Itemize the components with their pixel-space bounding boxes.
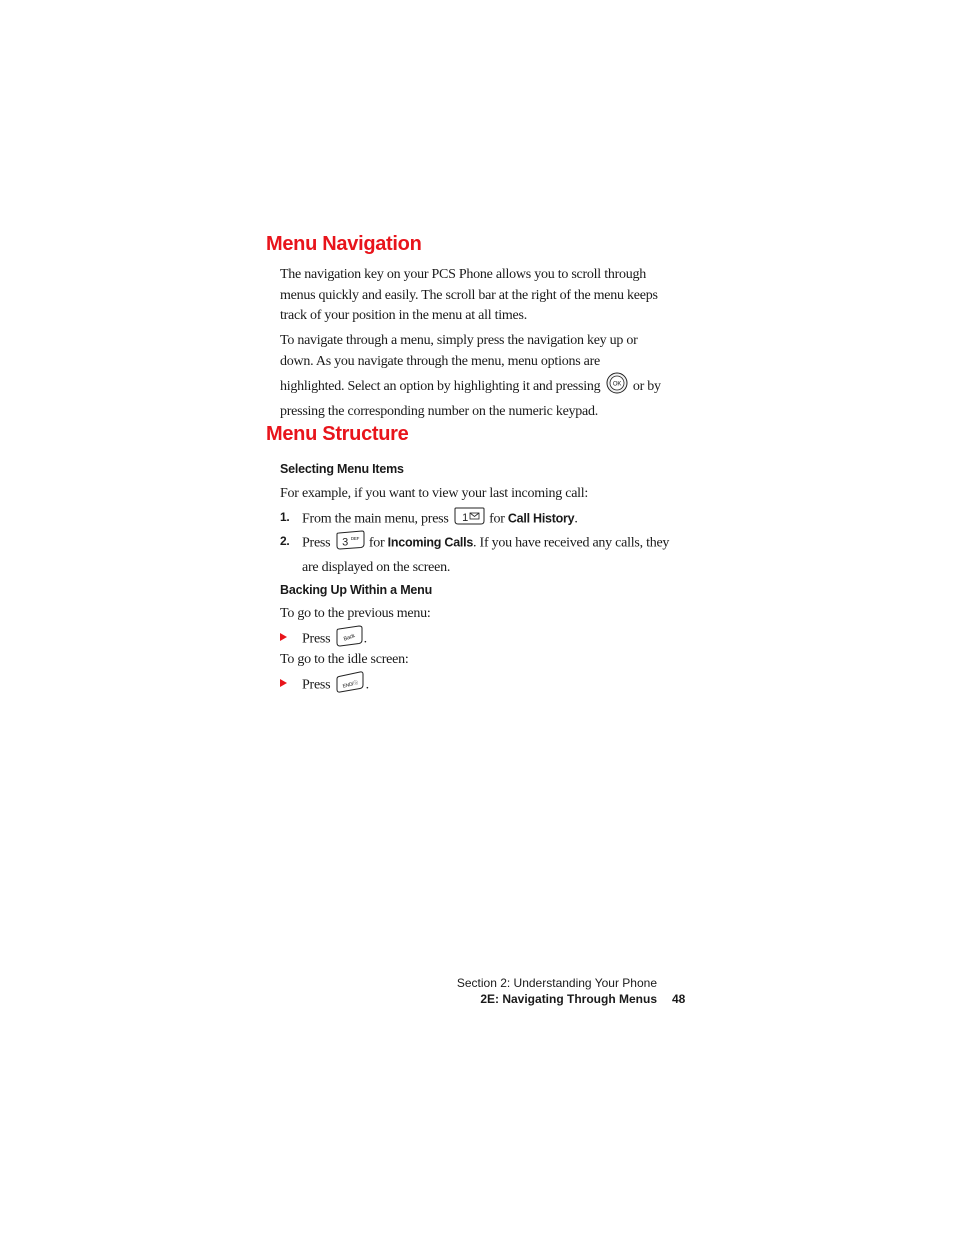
key-1-icon <box>452 506 486 533</box>
step-2-line2: are displayed on the screen. <box>302 560 451 575</box>
heading-menu-structure: Menu Structure <box>266 423 409 445</box>
incoming-calls-label: Incoming Calls <box>387 535 474 550</box>
step-2-after: . If you have received any calls, they <box>473 535 670 551</box>
heading-menu-navigation: Menu Navigation <box>266 233 422 255</box>
step-2-number: 2. <box>280 534 290 548</box>
step-2-text: Press <box>302 535 331 551</box>
key-3-icon <box>334 530 366 557</box>
svg-text:1: 1 <box>461 512 468 524</box>
select-option-text: Select an option by highlighting it and pressing <box>347 378 601 394</box>
footer-chapter-label <box>480 992 657 1006</box>
step-1-text: From the main menu, press <box>302 511 449 527</box>
footer-section-label: Section 2: Understanding Your Phone <box>456 976 657 990</box>
select-option-after: or by pressing the <box>280 378 661 419</box>
bullet-end-press: Press <box>302 677 331 693</box>
bullet-end-after: . <box>365 677 369 693</box>
step-1-for: for <box>489 511 505 527</box>
idle-screen-intro: To go to the idle screen: <box>280 652 409 667</box>
svg-text:END/ⓞ: END/ⓞ <box>341 680 359 690</box>
subheading-backing-up: Backing Up Within a Menu <box>280 583 433 597</box>
bullet-arrow-icon <box>280 679 287 687</box>
bullet-back-after: . <box>363 631 367 647</box>
svg-text:Back: Back <box>342 633 356 643</box>
ok-key-icon <box>604 372 630 402</box>
paragraph-navigate-menu <box>280 331 665 422</box>
footer-chapter-text: 2E: Navigating Through Menus <box>480 992 657 1006</box>
svg-text:3: 3 <box>341 536 348 549</box>
bullet-arrow-icon <box>280 633 287 641</box>
step-2 <box>280 530 670 578</box>
corresponding-number-text: corresponding number on the numeric keypad. <box>347 403 599 419</box>
step-1-after: . <box>574 511 578 527</box>
page-number: 48 <box>672 992 686 1006</box>
svg-text:OK: OK <box>612 381 621 388</box>
step-2-for: for <box>368 535 385 551</box>
paragraph-navigate-text: To navigate through a menu, simply press the navigation key up or down. As you navigate through the menu, menu options are highlighted. <box>280 333 638 394</box>
svg-text:DEF: DEF <box>350 536 359 541</box>
end-key-icon <box>334 671 366 700</box>
subheading-selecting-menu-items: Selecting Menu Items <box>280 462 404 476</box>
call-history-label: Call History <box>507 511 575 526</box>
previous-menu-intro: To go to the previous menu: <box>280 606 431 621</box>
step-1-number: 1. <box>280 510 290 524</box>
paragraph-navigation-key: The navigation key on your PCS Phone allows you to scroll through menus quickly and easily. The scroll bar at the right of the menu keeps track of your position in the menu at all times. <box>280 267 658 323</box>
bullet-back-press: Press <box>302 631 331 647</box>
bullet-end <box>280 671 670 700</box>
step-1 <box>280 506 670 533</box>
selecting-intro: For example, if you want to view your last incoming call: <box>280 486 589 501</box>
